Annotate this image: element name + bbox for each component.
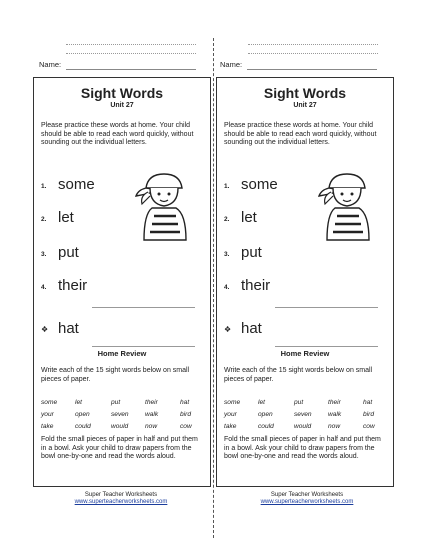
grid-row (224, 411, 389, 420)
sight-word: let (241, 209, 257, 226)
grid-word: walk (145, 411, 159, 418)
diamond-bullet-icon: ❖ (41, 325, 49, 334)
footer-site-name: Super Teacher Worksheets (84, 492, 158, 498)
separator-line (92, 346, 195, 347)
card-title: Sight Words (263, 85, 347, 101)
grid-word: your (224, 411, 237, 418)
footer-url-link[interactable]: www.superteacherworksheets.com (260, 499, 354, 505)
name-label: Name: (39, 60, 62, 69)
grid-word: take (41, 423, 54, 430)
sight-word: their (58, 277, 88, 294)
grid-row (41, 423, 206, 432)
unit-label: Unit 27 (110, 102, 134, 109)
bonus-word: hat (241, 320, 262, 337)
card-title: Sight Words (80, 85, 164, 101)
grid-word: walk (328, 411, 342, 418)
sight-words-card (216, 77, 394, 487)
grid-word: some (41, 399, 58, 406)
word-number: 4. (224, 284, 230, 291)
grid-word: seven (111, 411, 129, 418)
worksheet-left (26, 0, 216, 550)
word-number: 1. (224, 183, 230, 190)
intro-text: Please practice these words at home. Your child should be able to read each word quickly, without sounding out the individual letters. (224, 122, 377, 147)
word-number: 3. (41, 251, 47, 258)
dotted-line (248, 44, 378, 45)
grid-word: bird (363, 411, 374, 418)
grid-word: would (111, 423, 129, 430)
sight-words-card (33, 77, 211, 487)
grid-word: let (258, 399, 265, 406)
grid-word: bird (180, 411, 191, 418)
word-number: 4. (41, 284, 47, 291)
sight-word: put (241, 244, 262, 261)
unit-label: Unit 27 (293, 102, 317, 109)
footer-site-name: Super Teacher Worksheets (270, 492, 344, 498)
dotted-line (66, 44, 196, 45)
name-line (66, 69, 196, 70)
separator-line (275, 346, 378, 347)
grid-word: cow (180, 423, 192, 430)
grid-word: your (41, 411, 54, 418)
sight-word: some (241, 176, 278, 193)
separator-line (92, 307, 195, 308)
intro-text: Please practice these words at home. Your child should be able to read each word quickly, without sounding out the individual letters. (41, 122, 194, 147)
grid-row (41, 411, 206, 420)
grid-word: take (224, 423, 237, 430)
sight-word: their (241, 277, 271, 294)
separator-line (275, 307, 378, 308)
review-instructions: Write each of the 15 sight words below on small pieces of paper. (41, 367, 190, 383)
grid-word: their (145, 399, 158, 406)
grid-word: cow (363, 423, 375, 430)
word-number: 2. (41, 216, 47, 223)
grid-word: could (258, 423, 274, 430)
word-number: 1. (41, 183, 47, 190)
grid-word: hat (363, 399, 373, 406)
grid-word: some (224, 399, 241, 406)
grid-word: their (328, 399, 341, 406)
grid-word: let (75, 399, 82, 406)
fold-instructions: Fold the small pieces of paper in half and put them in a bowl. Ask your child to draw papers from the bowl one-by-one and read the words aloud. (224, 436, 381, 461)
worksheet-right (212, 0, 402, 550)
grid-word: now (145, 423, 158, 430)
grid-word: put (111, 399, 121, 406)
word-number: 2. (224, 216, 230, 223)
grid-word: could (75, 423, 91, 430)
bonus-word: hat (58, 320, 79, 337)
grid-word: now (328, 423, 341, 430)
dotted-line (66, 53, 196, 54)
grid-word: would (294, 423, 312, 430)
sight-word: some (58, 176, 95, 193)
footer-url-link[interactable]: www.superteacherworksheets.com (74, 499, 168, 505)
dotted-line (248, 53, 378, 54)
word-number: 3. (224, 251, 230, 258)
grid-word: hat (180, 399, 190, 406)
diamond-bullet-icon: ❖ (224, 325, 232, 334)
grid-word: open (258, 411, 273, 418)
boy-with-cap-icon (313, 170, 379, 242)
grid-word: put (294, 399, 304, 406)
grid-row (224, 399, 389, 408)
review-instructions: Write each of the 15 sight words below on small pieces of paper. (224, 367, 373, 383)
home-review-title: Home Review (280, 349, 330, 358)
name-label: Name: (220, 60, 243, 69)
sight-word: put (58, 244, 79, 261)
name-line (247, 69, 377, 70)
boy-with-cap-icon (130, 170, 196, 242)
fold-instructions: Fold the small pieces of paper in half and put them in a bowl. Ask your child to draw papers from the bowl one-by-one and read the words aloud. (41, 436, 198, 461)
sight-word: let (58, 209, 74, 226)
grid-row (41, 399, 206, 408)
grid-row (224, 423, 389, 432)
grid-word: seven (294, 411, 312, 418)
home-review-title: Home Review (97, 349, 147, 358)
grid-word: open (75, 411, 90, 418)
